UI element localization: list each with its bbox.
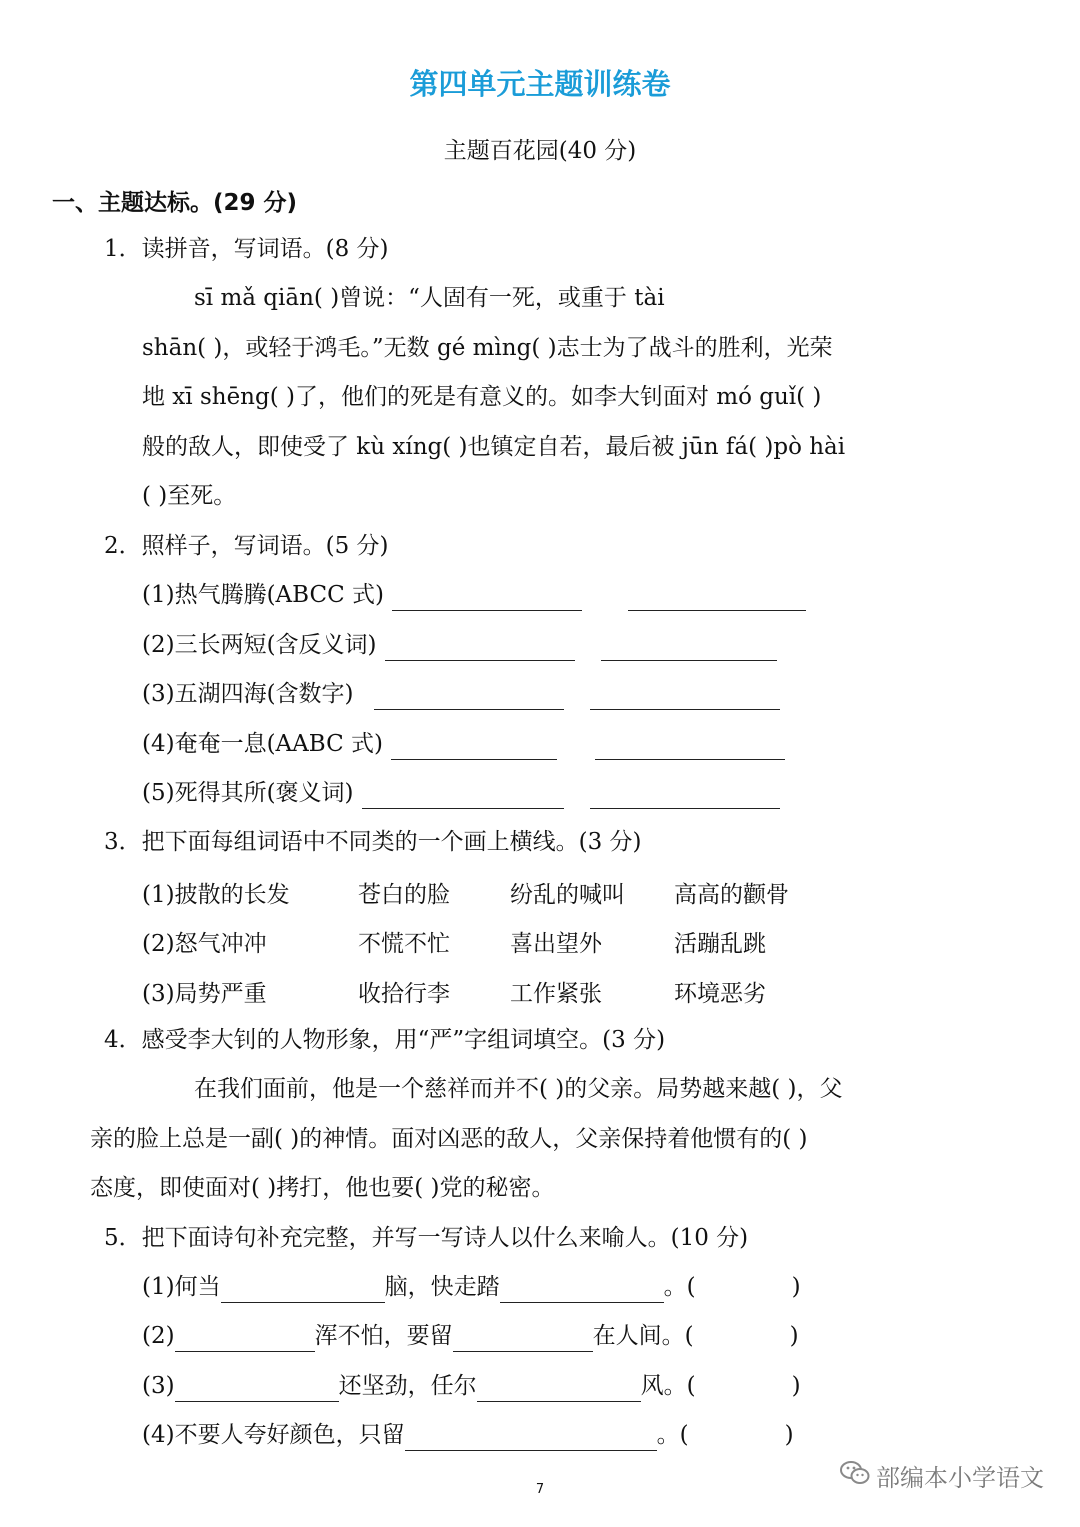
q3-word: (1)披散的长发 <box>142 882 290 908</box>
page-number: 7 <box>535 1482 545 1497</box>
answer-blank[interactable] <box>595 735 785 760</box>
question-5-heading: 5．把下面诗句补充完整，并写一写诗人以什么来喻人。(10 分) <box>104 1225 749 1251</box>
q2-item: (5)死得其所(褒义词) <box>142 777 780 809</box>
q3-word: 纷乱的喊叫 <box>510 882 625 908</box>
answer-blank[interactable] <box>391 735 557 760</box>
q2-item: (3)五湖四海(含数字) <box>142 678 780 710</box>
page-title: 第四单元主题训练卷 <box>409 67 671 101</box>
answer-blank[interactable] <box>590 685 780 710</box>
q1-line: shān( )，或轻于鸿毛。”无数 gé mìng( )志士为了战斗的胜利，光荣 <box>142 335 833 361</box>
q3-word: 环境恶劣 <box>674 981 766 1007</box>
q5-item: (4)不要人夸好颜色，只留 。( ) <box>142 1419 794 1451</box>
answer-blank[interactable] <box>362 784 564 809</box>
q3-word: 高高的颧骨 <box>674 882 789 908</box>
question-2-heading: 2．照样子，写词语。(5 分) <box>104 533 389 559</box>
q3-word: (2)怒气冲冲 <box>142 931 267 957</box>
answer-blank[interactable] <box>453 1327 593 1352</box>
answer-blank[interactable] <box>221 1278 385 1303</box>
answer-blank[interactable] <box>590 784 780 809</box>
answer-blank[interactable] <box>628 586 806 611</box>
q2-item: (1)热气腾腾(ABCC 式) <box>142 579 806 611</box>
q1-line: sī mǎ qiān( )曾说：“人固有一死，或重于 tài <box>194 285 665 311</box>
wechat-icon <box>840 1460 870 1492</box>
q3-word: 活蹦乱跳 <box>674 931 766 957</box>
q3-word: (3)局势严重 <box>142 981 267 1007</box>
q1-line: ( )至死。 <box>142 483 237 509</box>
q3-word: 苍白的脸 <box>358 882 450 908</box>
answer-blank[interactable] <box>477 1377 641 1402</box>
answer-blank[interactable] <box>385 636 575 661</box>
answer-blank[interactable] <box>500 1278 664 1303</box>
page-subtitle: 主题百花园(40 分) <box>443 138 637 164</box>
q4-line: 亲的脸上总是一副( )的神情。面对凶恶的敌人，父亲保持着他惯有的( ) <box>90 1126 808 1152</box>
q3-word: 喜出望外 <box>510 931 602 957</box>
q3-word: 收拾行李 <box>358 981 450 1007</box>
question-1-heading: 1．读拼音，写词语。(8 分) <box>104 236 389 262</box>
answer-blank[interactable] <box>405 1426 657 1451</box>
answer-blank[interactable] <box>374 685 564 710</box>
q1-line: 般的敌人，即使受了 kù xíng( )也镇定自若，最后被 jūn fá( )pò hài <box>142 434 846 460</box>
q5-item: (3) 还坚劲，任尔 风。( ) <box>142 1370 801 1402</box>
q2-item: (2)三长两短(含反义词) <box>142 629 777 661</box>
q3-word: 工作紧张 <box>510 981 602 1007</box>
q5-item: (2) 浑不怕，要留 在人间。( ) <box>142 1320 799 1352</box>
question-3-heading: 3．把下面每组词语中不同类的一个画上横线。(3 分) <box>104 829 642 855</box>
answer-blank[interactable] <box>601 636 777 661</box>
q3-word: 不慌不忙 <box>358 931 450 957</box>
q4-line: 态度，即使面对( )拷打，他也要( )党的秘密。 <box>90 1175 555 1201</box>
q4-line: 在我们面前，他是一个慈祥而并不( )的父亲。局势越来越( )，父 <box>194 1076 843 1102</box>
answer-blank[interactable] <box>175 1377 339 1402</box>
q2-item: (4)奄奄一息(AABC 式) <box>142 728 785 760</box>
q1-line: 地 xī shēng( )了，他们的死是有意义的。如李大钊面对 mó guǐ( ) <box>142 384 822 410</box>
question-4-heading: 4．感受李大钊的人物形象，用“严”字组词填空。(3 分) <box>104 1027 666 1053</box>
answer-blank[interactable] <box>392 586 582 611</box>
answer-blank[interactable] <box>175 1327 315 1352</box>
q5-item: (1)何当 脑，快走踏 。( ) <box>142 1271 801 1303</box>
section-heading: 一、主题达标。(29 分) <box>52 190 298 216</box>
watermark: 部编本小学语文 <box>840 1458 1044 1493</box>
